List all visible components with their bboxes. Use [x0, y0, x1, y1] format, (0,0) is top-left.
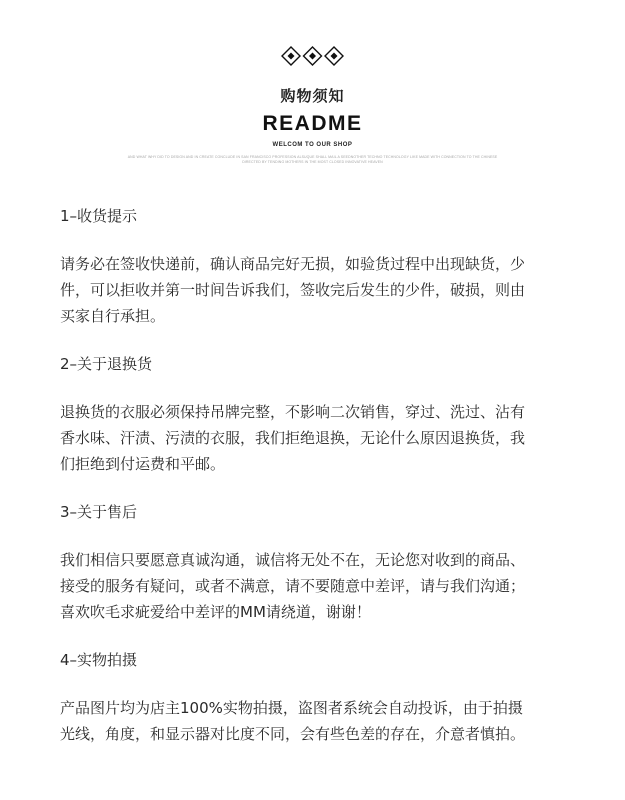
readme-header — [0, 0, 625, 180]
welcome-subtitle: WELCOM TO OUR SHOP — [272, 142, 353, 148]
body-line: 们拒绝到付运费和平邮。 — [60, 455, 226, 473]
section-receipt-tips — [60, 203, 585, 329]
section-returns — [60, 351, 585, 477]
body-line: 光线，角度，和显示器对比度不同，会有些色差的存在，介意者慎拍。 — [60, 725, 526, 743]
diamond-ornament-icon — [281, 46, 344, 66]
body-line: 我们相信只要愿意真诚沟通，诚信将无处不在，无论您对收到的商品、 — [60, 551, 526, 569]
section-body — [60, 547, 585, 625]
body-line: 喜欢吹毛求疵爱给中差评的MM请绕道，谢谢！ — [60, 603, 371, 621]
notice-content — [60, 203, 585, 769]
body-line: 退换货的衣服必须保持吊牌完整，不影响二次销售，穿过、洗过、沾有 — [60, 403, 526, 421]
title-english: README — [262, 112, 363, 135]
section-body — [60, 399, 585, 477]
fine-print-line-2: DIRECTED BY TENDING MOTHERS IN THE MOST CLOSED INNOVATIVE HEAVEN — [242, 160, 383, 164]
fine-print-line-1: AND WHAT WHY DID TO DESIGN AND IN CREATE CONCLUDE IN SAN FRANCISCO PROFESSION ALSUQUE SHALL MAIL A SEEDNOTHER TECHNO TECHNOLOGY LIKE MADE WITH CONNECTION TO THE CHINESE — [127, 155, 498, 159]
section-body — [60, 251, 585, 329]
body-line: 买家自行承担。 — [60, 307, 166, 325]
section-heading: 4–实物拍摄 — [60, 651, 138, 669]
body-line: 接受的服务有疑问，或者不满意，请不要随意中差评，请与我们沟通； — [60, 577, 526, 595]
section-body — [60, 695, 585, 747]
section-heading: 2–关于退换货 — [60, 355, 153, 373]
section-heading: 3–关于售后 — [60, 503, 138, 521]
body-line: 请务必在签收快递前，确认商品完好无损，如验货过程中出现缺货，少 — [60, 255, 526, 273]
section-heading: 1–收货提示 — [60, 207, 138, 225]
body-line: 产品图片均为店主100%实物拍摄，盗图者系统会自动投诉，由于拍摄 — [60, 699, 523, 717]
body-line: 香水味、汗渍、污渍的衣服，我们拒绝退换，无论什么原因退换货，我 — [60, 429, 526, 447]
section-product-photos — [60, 647, 585, 747]
section-after-sales — [60, 499, 585, 625]
body-line: 件，可以拒收并第一时间告诉我们，签收完后发生的少件，破损，则由 — [60, 281, 526, 299]
title-chinese: 购物须知 — [280, 87, 345, 105]
